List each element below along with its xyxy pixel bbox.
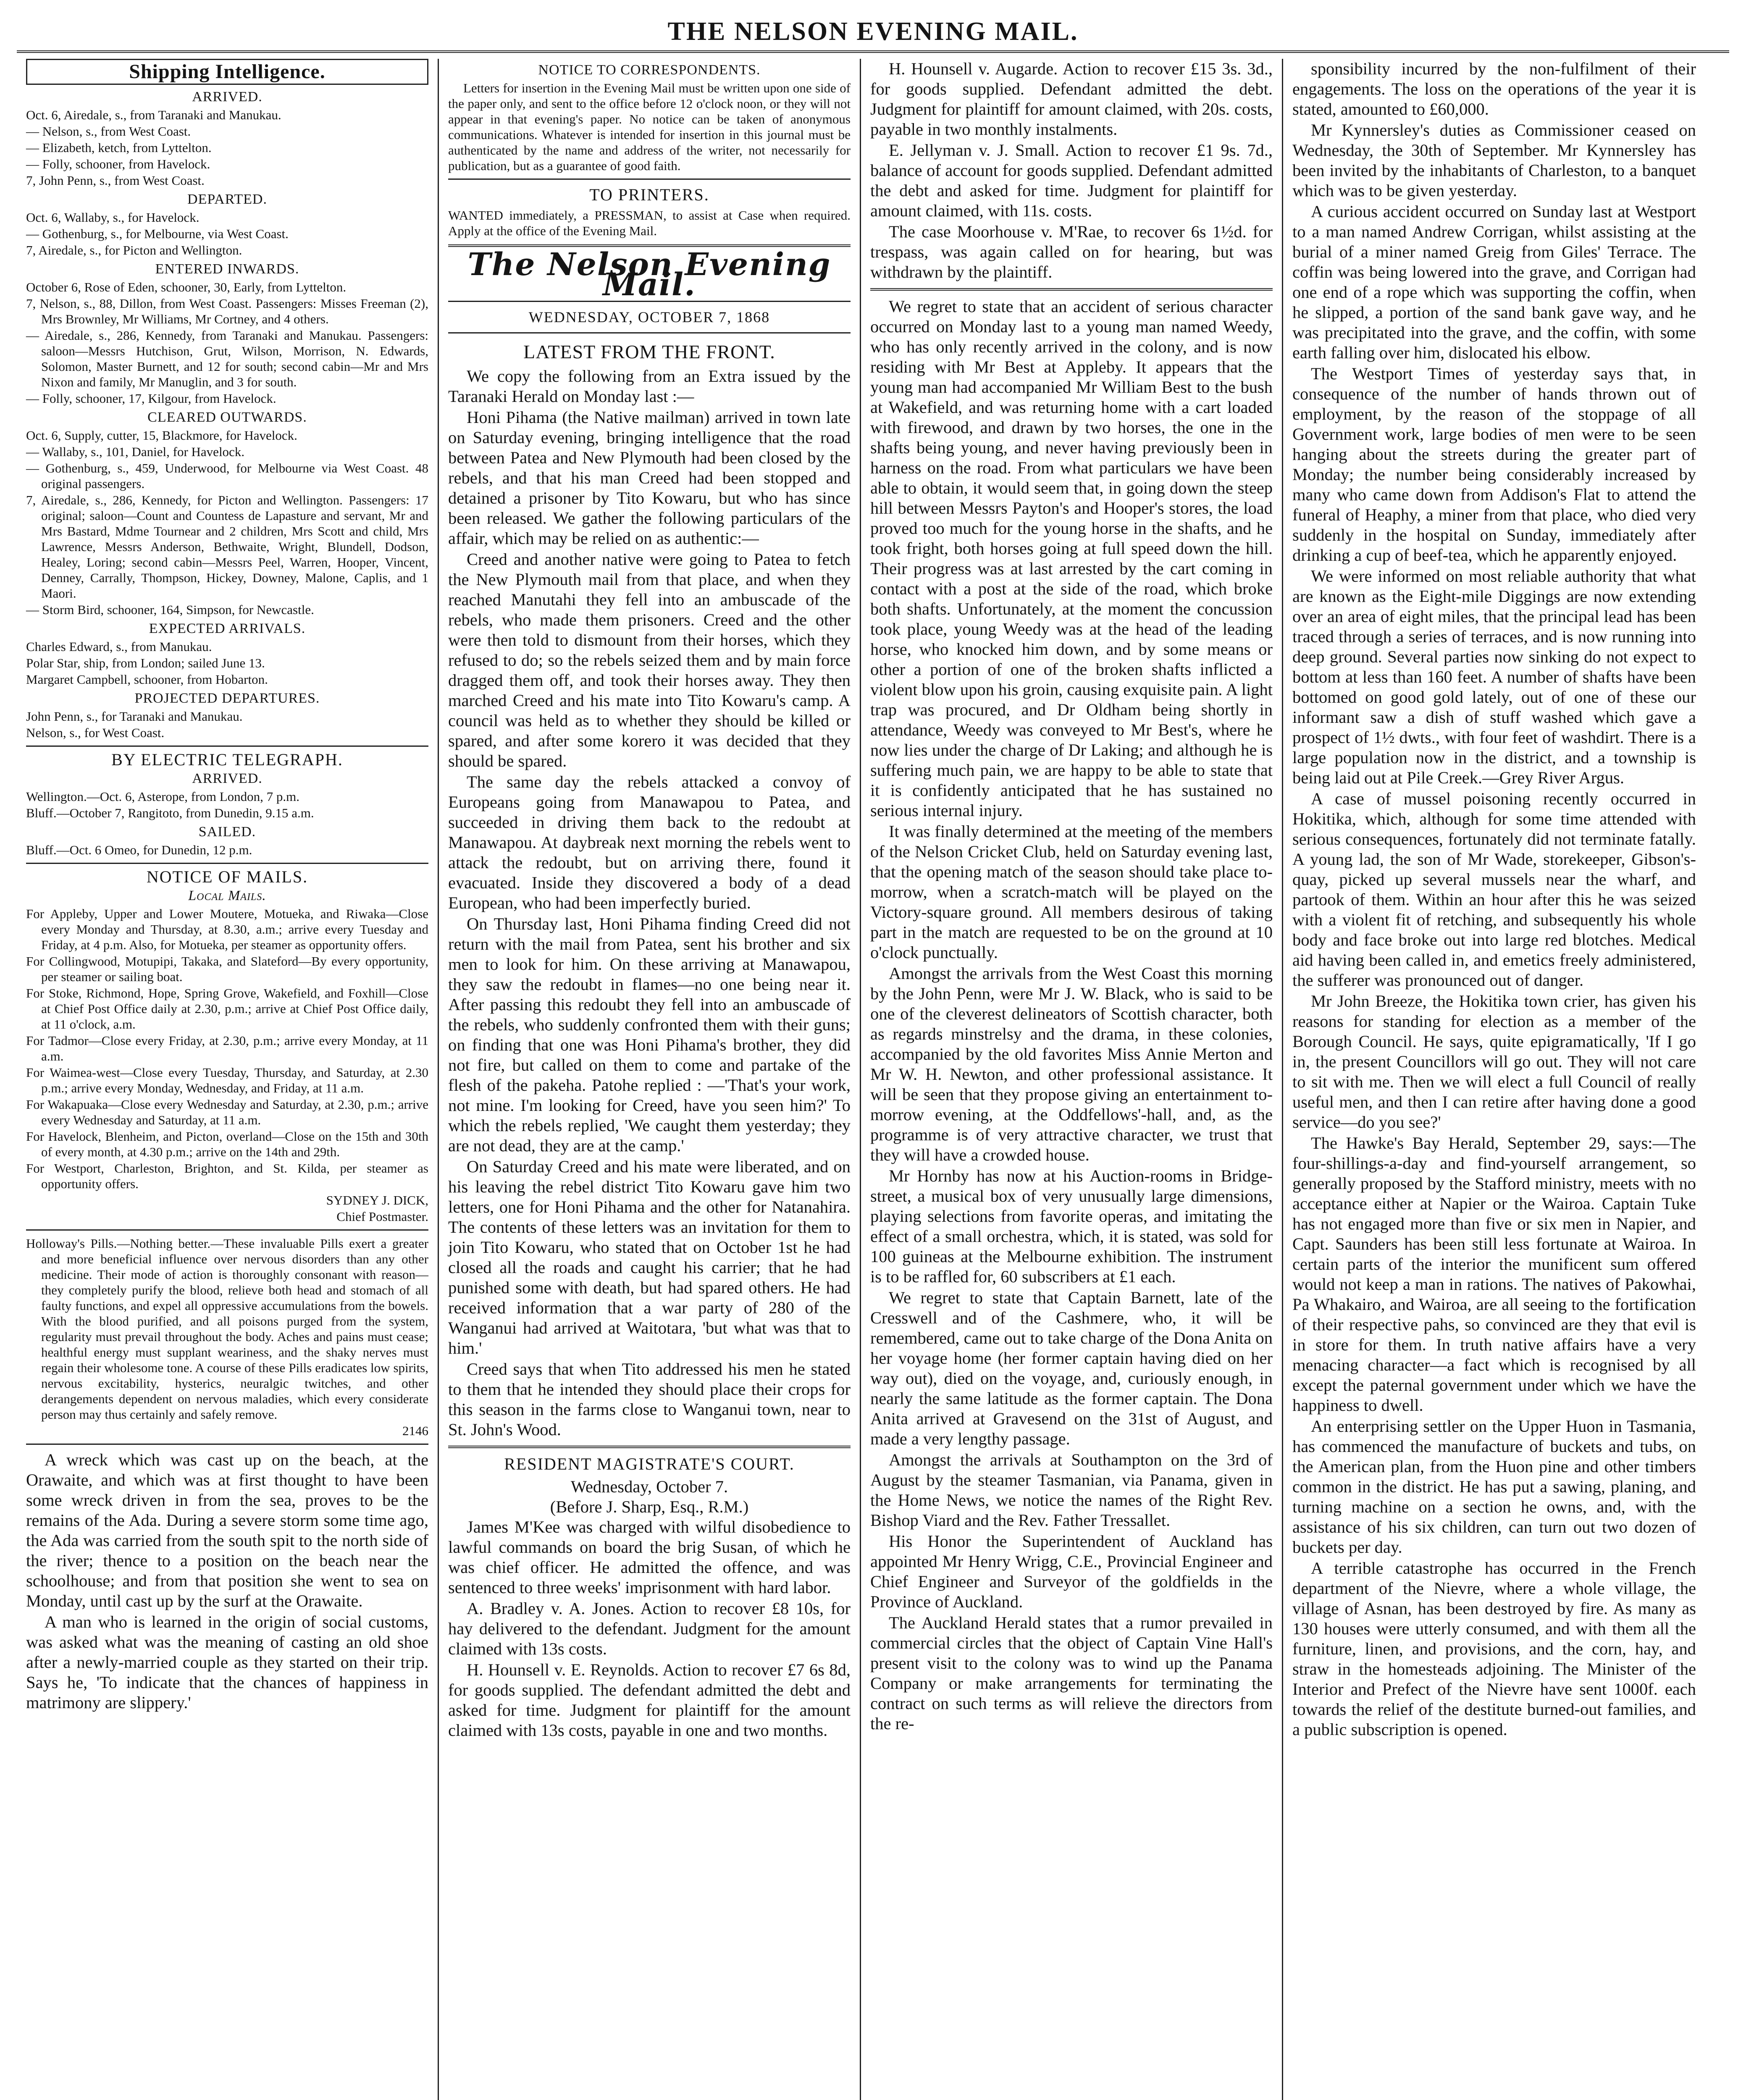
printers-advert: WANTED immediately, a PRESSMAN, to assist at Case when required. Apply at the office of the Evening Mail. [448, 208, 851, 238]
court-cases [448, 1517, 851, 1740]
paragraph: Wellington.—Oct. 6, Asterope, from London, 7 p.m. [26, 789, 299, 804]
paragraph: For Stoke, Richmond, Hope, Spring Grove, Wakefield, and Foxhill—Close at Chief Post Office daily at 2.30, p.m.; arrive at Chief Post Office daily, at 11 o'clock, a.m. [26, 986, 428, 1032]
divider [26, 863, 428, 864]
paragraph: The Westport Times of yesterday says that, in consequence of the number of hands thrown out of employment, by the reason of the stoppage of all Government work, large bodies of men were to be seen hanging about the streets during the greater part of Monday; the number being considerably increased by many who came down from Addison's Flat to attend the funeral of Heaphy, a miner from that place, who died very suddenly in the hospital on Sunday, immediately after drinking a cup of beef-tea, which he apparently enjoyed. [1292, 364, 1696, 564]
divider [26, 1229, 428, 1231]
paragraph: 7, Airedale, s., for Picton and Wellington. [26, 243, 242, 257]
paragraph: A. Bradley v. A. Jones. Action to recover £8 10s, for hay delivered to the defendant. Judgment for the amount claimed with 13s costs. [448, 1599, 851, 1658]
paragraph: Honi Pihama (the Native mailman) arrived in town late on Saturday evening, bringing intelligence that the road between Patea and New Plymouth had been closed by the rebels, and that his man Creed had been stopped and detained a prisoner by Tito Kowaru, but who has since been released. We gather the following particulars of the affair, which may be relied on as authentic:— [448, 408, 851, 548]
divider [870, 288, 1273, 291]
paragraph: Bluff.—Oct. 6 Omeo, for Dunedin, 12 p.m. [26, 843, 252, 857]
paragraph: For Havelock, Blenheim, and Picton, overland—Close on the 15th and 30th of every month, at 4.30 p.m.; arrive on the 14th and 29th. [26, 1129, 428, 1159]
paragraph: A curious accident occurred on Sunday last at Westport to a man named Andrew Corrigan, whilst assisting at the burial of a miner named Greig from Giles' Terrace. The coffin was being lowered into the grave, and Corrigan had one end of a rope which was supporting the coffin, when he slipped, a portion of the sand bank gave way, and he was precipitated into the grave, and the coffin, with some earth falling over him, dislocated his elbow. [1292, 202, 1696, 362]
paragraph: H. Hounsell v. E. Reynolds. Action to recover £7 6s 8d, for goods supplied. The defendant admitted the debt and asked for time. Judgment for plaintiff for the amount claimed with 13s costs, payable in one and two months. [448, 1660, 851, 1740]
telegraph-sailed-heading: SAILED. [198, 824, 256, 840]
telegraph-arrived-heading: ARRIVED. [192, 771, 263, 786]
paragraph: E. Jellyman v. J. Small. Action to recover £1 9s. 7d., balance of account for goods supplied. Defendant admitted the debt and asked for time. Judgment for plaintiff for amount claimed, with 11s. costs. [870, 141, 1273, 220]
paragraph: — Wallaby, s., 101, Daniel, for Havelock. [26, 444, 245, 459]
paragraph: On Thursday last, Honi Pihama finding Creed did not return with the mail from Patea, sent his brother and six men to look for him. On these arriving at Manawapou, they saw the redoubt in flames—no one being near it. After passing this redoubt they fell into an ambuscade of the rebels, who suddenly confronted them with their guns; on finding that one was Honi Pihama's brother, they did not fire, but called on them to come and partake of the flesh of the pakeha. Patohe replied : —'That's your work, not mine. I'm looking for Creed, have you seen him?' To which the rebels replied, 'We caught them yesterday; they are not dead, they are at the camp.' [448, 914, 851, 1155]
court-cases-continued [870, 59, 1273, 282]
entered-list [26, 279, 428, 406]
paragraph: 7, John Penn, s., from West Coast. [26, 173, 205, 188]
paragraph: Oct. 6, Airedale, s., from Taranaki and Manukau. [26, 108, 281, 122]
paragraph: Oct. 6, Wallaby, s., for Havelock. [26, 210, 200, 225]
paper-title: The Nelson Evening Mail. [467, 247, 831, 303]
court-before: (Before J. Sharp, Esq., R.M.) [550, 1497, 749, 1516]
paragraph: Mr Kynnersley's duties as Commissioner ceased on Wednesday, the 30th of September. Mr Kynnersley has been invited by the inhabitants of Charleston, to a banquet which was to be given yesterday. [1292, 121, 1696, 200]
paragraph: We were informed on most reliable authority that what are known as the Eight-mile Diggings are now extending over an area of eight miles, that the principal lead has been traced through a series of terraces, and is now running into deep ground. Several parties now sinking do not expect to bottom at less than 160 feet. A number of shafts have been bottomed on good gold lately, out of one of these our informant saw a dish of stuff washed which gave a prospect of 1½ dwts., with four feet of washdirt. There is a large population now in the district, and a township is being laid out at Pile Creek.—Grey River Argus. [1292, 567, 1696, 787]
notice-text: Letters for insertion in the Evening Mail must be written upon one side of the paper only, and sent to the office before 12 o'clock noon, or they will not appear in that evening's paper. No notice can be taken of anonymous communications. Whatever is intended for insertion in this journal must be authenticated by the name and address of the writer, not necessarily for publication, but as a guarantee of good faith. [448, 81, 851, 173]
front-article [448, 366, 851, 1440]
paragraph: — Nelson, s., from West Coast. [26, 124, 191, 139]
paragraph: We regret to state that Captain Barnett, late of the Cresswell and of the Cashmere, who, it will be remembered, came out to take charge of the Dona Anita on her voyage home (her former captain having died on her way out), died on the voyage, and, curiously enough, in nearly the same latitude as the former captain. The Dona Anita arrived at Gravesend on the 31st of August, and made a very lengthy passage. [870, 1288, 1273, 1448]
shipping-section [26, 89, 428, 1438]
paragraph: The Auckland Herald states that a rumor prevailed in commercial circles that the object of Captain Vine Hall's present visit to the colony was to wind up the Panama Company or make arrangements for terminating the contract on such terms as will relieve the directors from the re- [870, 1613, 1273, 1733]
paragraph: Mr John Breeze, the Hokitika town crier, has given his reasons for standing for election as a member of the Borough Council. He says, quite epigramatically, 'If I go in, the present Councillors will go out. They will not care to sit with me. Then we will elect a full Council of really useful men, and then I can retire after having done a good service—do you see?' [1292, 992, 1696, 1131]
correspondents-notice [448, 62, 851, 173]
paragraph: The Hawke's Bay Herald, September 29, says:—The four-shillings-a-day and find-yourself arrangement, so generally proposed by the Stafford ministry, meets with no acceptance either at Napier or the Wairoa. Captain Tuke has not engaged more than five or six men in Napier, and Capt. Saunders has been still less fortunate at Wairoa. In certain parts of the interior the munificent sum offered would not keep a man in rations. The natives of Pakowhai, Pa Whakairo, and Wairoa, are all seeing to the fortification of their respective pahs, so convinced are they that evil is in store for them. In truth native affairs have a very menacing character—a fact which is recognised by all except the paternal government under which we have the happiness to dwell. [1292, 1134, 1696, 1415]
masthead [17, 13, 1729, 50]
court-date: Wednesday, October 7. [570, 1477, 728, 1496]
local-mails-heading: Local Mails. [188, 888, 266, 903]
paragraph: We copy the following from an Extra issued by the Taranaki Herald on Monday last :— [448, 367, 851, 406]
paragraph: John Penn, s., for Taranaki and Manukau. [26, 709, 243, 724]
cleared-heading: CLEARED OUTWARDS. [147, 410, 307, 425]
holloway-advert: Holloway's Pills.—Nothing better.—These invaluable Pills exert a greater and more beneficial influence over nervous disorders than any other medicine. Their mode of action is thoroughly consonant with reason—they completely purify the blood, relieve both head and stomach of all faulty functions, and expel all oppressive accumulations from the bowels. With the blood purified, and all poisons purged from the system, regularity must prevail throughout the body. Aches and pains must cease; healthful energy must supplant weariness, and the shaky nerves must regain their wholesome tone. A course of these Pills eradicates low spirits, nervous excitability, hysterics, neuralgic twitches, and other derangements dependent on nervous maladies, which every considerate person may thus certainly and safely remove. [26, 1236, 428, 1422]
paragraph: — Airedale, s., 286, Kennedy, from Taranaki and Manukau. Passengers: saloon—Messrs Hutchison, Grut, Wilson, Morrison, N. Edwards, Solomon, Master Burnett, and 12 for south; second cabin—Mr and Mrs Nixon and family, Mr Manuglin, and 3 for south. [26, 328, 428, 389]
paragraph: Margaret Campbell, schooner, from Hobarton. [26, 672, 268, 687]
divider [26, 1444, 428, 1445]
mails-list [26, 906, 428, 1192]
divider [448, 1446, 851, 1448]
paragraph: A case of mussel poisoning recently occurred in Hokitika, which, although for some time attended with serious consequences, fortunately did not terminate fatally. A young lad, the son of Mr Wade, storekeeper, Gibson's-quay, picked up several mussels near the wharf, and partook of them. Within an hour after this he was seized with a violent fit of retching, and subsequently his whole body and face broke out into large red blotches. Medical aid having been called in, and emetics freely administered, the sufferer was pronounced out of danger. [1292, 789, 1696, 990]
divider [26, 746, 428, 747]
court-heading: RESIDENT MAGISTRATE'S COURT. [504, 1454, 795, 1473]
expected-heading: EXPECTED ARRIVALS. [149, 621, 306, 636]
paragraph: It was finally determined at the meeting of the members of the Nelson Cricket Club, held on Saturday evening last, that the opening match of the season should take place to-morrow, when a scratch-match will be played on the Victory-square ground. All members desirous of taking part in the match are requested to be on the ground at 10 o'clock punctually. [870, 822, 1273, 962]
telegraph-sailed-list [26, 842, 428, 858]
masthead-rule [17, 50, 1729, 53]
paragraph: — Folly, schooner, from Havelock. [26, 157, 210, 171]
holloway-number: 2146 [402, 1423, 428, 1438]
postmaster-title: Chief Postmaster. [336, 1209, 428, 1224]
news-items [1292, 59, 1696, 1740]
paragraph: — Folly, schooner, 17, Kilgour, from Havelock. [26, 391, 276, 406]
columns [17, 59, 1729, 2100]
entered-heading: ENTERED INWARDS. [155, 261, 299, 277]
mails-heading: NOTICE OF MAILS. [146, 867, 308, 886]
paragraph: Oct. 6, Supply, cutter, 15, Blackmore, for Havelock. [26, 428, 297, 443]
expected-list [26, 639, 428, 687]
telegraph-arrived-list [26, 789, 428, 821]
paragraph: For Waimea-west—Close every Tuesday, Thursday, and Saturday, at 2.30 p.m.; arrive every Monday, Wednesday, and Friday, at 11 a.m. [26, 1065, 428, 1095]
paragraph: The same day the rebels attacked a convoy of Europeans going from Manawapou to Patea, and succeeded in driving them back to the redoubt at Manawapou. At daybreak next morning the rebels went to attack the redoubt, but on arriving there, found it evacuated. Inside they discovered a body of a dead European, who had been imperfectly buried. [448, 772, 851, 912]
paragraph: Mr Hornby has now at his Auction-rooms in Bridge-street, a musical box of very unusually large dimensions, playing selections from favorite operas, and imitating the effect of a small orchestra, which, it is stated, was sold for 100 guineas at the Melbourne exhibition. The instrument is to be raffled for, 60 subscribers at £1 each. [870, 1166, 1273, 1286]
paragraph: James M'Kee was charged with wilful disobedience to lawful commands on board the brig Susan, of which he was chief officer. He admitted the offence, and was sentenced to three weeks' imprisonment with hard labor. [448, 1517, 851, 1597]
paragraph: We regret to state that an accident of serious character occurred on Monday last to a young man named Weedy, who has only recently arrived in the colony, and is now residing with Mr Best at Appleby. It appears that the young man had accompanied Mr William Best to the bush at Wakefield, and was returning home with a cart loaded with firewood, and drawn by two horses, the one in the shafts being young, and never having previously been in harness on the road. From what particulars we have been able to obtain, it would seem that, in going down the steep hill between Messrs Payton's and Hooper's stores, the load proved too much for the young horse in the shafts, and he took fright, both horses going at full speed down the hill. Their progress was at last arrested by the cart coming in contact with a post at the side of the road, which broke both shafts. Unfortunately, at the moment the concussion took place, young Weedy was at the head of the leading horse, who knocked him down, and by some means or other a portion of one of the broken shafts inflicted a violent blow upon his groin, causing exquisite pain. A light trap was procured, and Dr Oldham being shortly in attendance, Weedy was conveyed to Mr Best's, where he now lies under the charge of Dr Laking; and although he is suffering much pain, we are happy to be able to state that it is confidently anticipated that he has sustained no serious internal injury. [870, 297, 1273, 820]
column-2 [439, 59, 861, 2100]
wreck-paragraph: A wreck which was cast up on the beach, at the Orawaite, and which was at first thought to have been some wreck driven in from the sea, proves to be the remains of the Ada. During a severe storm some time ago, the Ada was carried from the south spit to the north side of the river; thence to a position on the beach near the schoolhouse; and from that position she went to sea on Monday, until cast up by the surf at the Orawaite. [26, 1450, 428, 1610]
postmaster-name: SYDNEY J. DICK, [326, 1193, 428, 1208]
paragraph: Nelson, s., for West Coast. [26, 725, 165, 740]
paragraph: An enterprising settler on the Upper Huon in Tasmania, has commenced the manufacture of buckets and tubs, on the American plan, from the Huon pine and other timbers common in the district. He has put a sawing, planing, and turning machine on a section he owns, and, with the assistance of his six children, can turn out two dozen of buckets per day. [1292, 1417, 1696, 1557]
paragraph: For Westport, Charleston, Brighton, and St. Kilda, per steamer as opportunity offers. [26, 1161, 428, 1191]
paragraph: October 6, Rose of Eden, schooner, 30, Early, from Lyttelton. [26, 280, 347, 294]
paragraph: For Wakapuaka—Close every Wednesday and Saturday, at 2.30, p.m.; arrive every Wednesday and Saturday, at 11 a.m. [26, 1097, 428, 1127]
shoe-paragraph: A man who is learned in the origin of social customs, was asked what was the meaning of casting an old shoe after a newly-married couple as they started on their trip. Says he, 'To indicate that the chances of happiness in matrimony are slippery.' [26, 1612, 428, 1712]
arrived-list [26, 107, 428, 188]
column-3 [861, 59, 1283, 2100]
departed-heading: DEPARTED. [187, 192, 267, 207]
paragraph: Creed says that when Tito addressed his men he stated to them that he intended they should place their crops for this season in the farms close to Wanganui town, near to St. John's Wood. [448, 1360, 851, 1439]
column-4 [1283, 59, 1705, 2100]
paragraph: — Gothenburg, s., for Melbourne, via West Coast. [26, 226, 289, 241]
paragraph: On Saturday Creed and his mate were liberated, and on his leaving the rebel district Tito Kowaru gave him two letters, one for Honi Pihama and the other for Natanahira. The contents of these letters was an invitation for them to join Tito Kowaru, who stated that on October 1st he had closed all the roads and caught his carrier; that he had punished some with death, but had spared others. He had received information that a war party of 280 of the Wanganui had arrived at Waitotara, 'but what was that to him.' [448, 1157, 851, 1357]
masthead-title: THE NELSON EVENING MAIL. [667, 17, 1079, 46]
issue-date: WEDNESDAY, OCTOBER 7, 1868 [528, 309, 770, 326]
shipping-title: Shipping Intelligence. [26, 59, 428, 85]
paragraph: Amongst the arrivals from the West Coast this morning by the John Penn, were Mr J. W. Black, who is said to be one of the cleverest delineators of Scottish character, both as regards minstrelsy and the drama, in these colonies, accompanied by the old favorites Miss Annie Merton and Mr W. H. Newton, and other professional assistance. It will be seen that they propose giving an entertainment to-morrow evening, at the Oddfellows'-hall, and, as the programme is of very attractive character, we trust that they will have a crowded house. [870, 964, 1273, 1164]
paragraph: — Elizabeth, ketch, from Lyttelton. [26, 140, 212, 155]
paragraph: The case Moorhouse v. M'Rae, to recover 6s 1½d. for trespass, was again called on for hearing, but was withdrawn by the plaintiff. [870, 222, 1273, 281]
paragraph: For Collingwood, Motupipi, Takaka, and Slateford—By every opportunity, per steamer or sailing boat. [26, 954, 428, 984]
printers-heading: TO PRINTERS. [589, 185, 709, 204]
paragraph: 7, Airedale, s., 286, Kennedy, for Picton and Wellington. Passengers: 17 original; saloon—Count and Countess de Lapasture and servant, Mr and Mrs Bastard, Mdme Tournear and 2 children, Mrs Scott and child, Mrs Lawrence, Messrs Anderson, Bethwaite, Wright, Blundell, Dodson, Healey, Loring; second cabin—Messrs Peel, Warren, Hooper, Vincent, Denney, Carrally, Thompson, Hickey, Downey, Malone, Caplis, and 1 Maori. [26, 493, 428, 601]
projected-list [26, 709, 428, 740]
paragraph: A terrible catastrophe has occurred in the French department of the Nievre, where a whole village, the village of Asnan, has been destroyed by fire. As many as 130 houses were utterly consumed, and with them all the furniture, linen, and provisions, and the corn, hay, and straw in the homesteads adjoining. The Minister of the Interior and Prefect of the Nievre have sent 1000f. each towards the relief of the destitute burned-out families, and a public subscription is opened. [1292, 1559, 1696, 1739]
paragraph: Amongst the arrivals at Southampton on the 3rd of August by the steamer Tasmanian, via Panama, given in the Home News, we notice the names of the Right Rev. Bishop Viard and the Rev. Father Tressallet. [870, 1450, 1273, 1530]
divider [448, 332, 851, 333]
paragraph: H. Hounsell v. Augarde. Action to recover £15 3s. 3d., for goods supplied. Defendant admitted the debt. Judgment for plaintiff for amount claimed, with 20s. costs, payable in two monthly instalments. [870, 59, 1273, 139]
cleared-list [26, 428, 428, 617]
departed-list [26, 210, 428, 258]
paragraph: For Appleby, Upper and Lower Moutere, Motueka, and Riwaka—Close every Monday and Thursday, at 8.30, a.m.; arrive every Tuesday and Friday, at 4 p.m. Also, for Motueka, per steamer as opportunity offers. [26, 906, 428, 952]
front-heading: LATEST FROM THE FRONT. [523, 341, 775, 362]
notice-heading: NOTICE TO CORRESPONDENTS. [538, 62, 761, 78]
paragraph: sponsibility incurred by the non-fulfilment of their engagements. The loss on the operations of the year it is stated, amounted to £60,000. [1292, 59, 1696, 118]
arrived-heading: ARRIVED. [192, 89, 263, 105]
paragraph: 7, Nelson, s., 88, Dillon, from West Coast. Passengers: Misses Freeman (2), Mrs Brownley, Mr Williams, Mr Cortney, and 4 others. [26, 296, 428, 326]
paragraph: Charles Edward, s., from Manukau. [26, 639, 212, 654]
paragraph: Polar Star, ship, from London; sailed June 13. [26, 656, 265, 670]
paragraph: — Storm Bird, schooner, 164, Simpson, for Newcastle. [26, 602, 314, 617]
column-1 [17, 59, 439, 2100]
paragraph: Creed and another native were going to Patea to fetch the New Plymouth mail from that place, and when they reached Manutahi they fell into an ambuscade of the rebels, who made them prisoners. Creed and the other were then told to dismount from their horses, which they refused to do; so the rebels seized them and by main force dragged them off, and took their horses away. They then marched Creed and his mate into Tito Kowaru's camp. A council was held as to whether they should be killed or spared, and after some korero it was decided that they should be spared. [448, 550, 851, 770]
paragraph: Bluff.—October 7, Rangitoto, from Dunedin, 9.15 a.m. [26, 806, 314, 820]
paragraph: — Gothenburg, s., 459, Underwood, for Melbourne via West Coast. 48 original passengers. [26, 461, 428, 491]
telegraph-heading: BY ELECTRIC TELEGRAPH. [111, 750, 343, 769]
projected-heading: PROJECTED DEPARTURES. [134, 690, 320, 706]
paragraph: His Honor the Superintendent of Auckland has appointed Mr Henry Wrigg, C.E., Provincial Engineer and Chief Engineer and Surveyor of the goldfields in the Province of Auckland. [870, 1532, 1273, 1611]
divider [448, 178, 851, 180]
news-items [870, 297, 1273, 1734]
paragraph: For Tadmor—Close every Friday, at 2.30, p.m.; arrive every Monday, at 11 a.m. [26, 1033, 428, 1063]
